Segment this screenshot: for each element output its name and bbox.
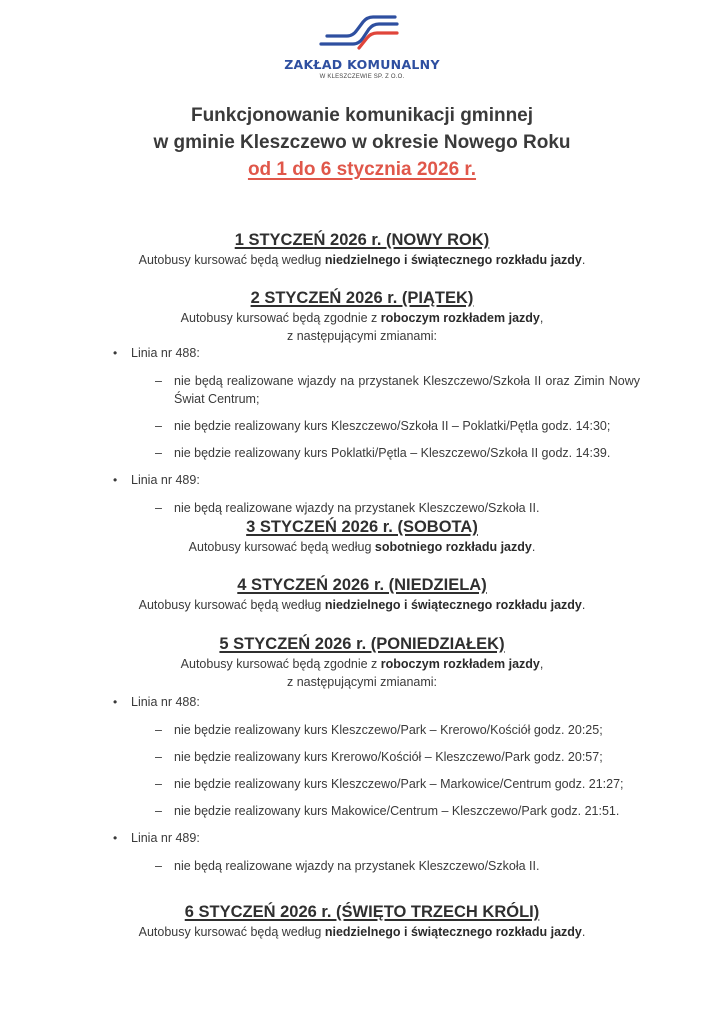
change-text: nie będą realizowane wjazdy na przystanek Kleszczewo/Szkoła II. xyxy=(174,859,540,873)
day-description-line-2: z następującymi zmianami: xyxy=(286,675,438,689)
desc-schedule-type: roboczym rozkładem jazdy xyxy=(380,657,540,671)
day-5-line-changes xyxy=(0,693,724,884)
dash-icon: – xyxy=(155,804,162,818)
desc-text: Autobusy kursować będą według xyxy=(188,540,375,554)
desc-schedule-type: sobotniego rozkładu jazdy xyxy=(374,540,532,554)
desc-punct: , xyxy=(539,657,544,671)
change-text: nie będą realizowane wjazdy na przystanek Kleszczewo/Szkoła II. xyxy=(174,501,540,515)
desc-text: Autobusy kursować będą zgodnie z xyxy=(180,311,381,325)
day-heading: 3 STYCZEŃ 2026 r. (SOBOTA) xyxy=(246,518,478,536)
change-text: nie będzie realizowany kurs Kleszczewo/Park – Krerowo/Kościół godz. 20:25; xyxy=(174,723,603,737)
change-item xyxy=(0,802,724,820)
change-item xyxy=(0,417,724,435)
desc-punct: . xyxy=(581,598,586,612)
line-label: Linia nr 489: xyxy=(131,473,200,487)
change-item xyxy=(0,775,724,793)
title-line-2: w gminie Kleszczewo w okresie Nowego Roku xyxy=(153,132,571,153)
bullet-icon: • xyxy=(113,346,118,360)
change-item xyxy=(0,499,724,517)
desc-schedule-type: niedzielnego i świątecznego rozkładu jazdy xyxy=(324,598,582,612)
company-subtitle: W KLESZCZEWIE SP. Z O.O. xyxy=(319,74,405,80)
dash-icon: – xyxy=(155,501,162,515)
dash-icon: – xyxy=(155,859,162,873)
desc-text: Autobusy kursować będą zgodnie z xyxy=(180,657,381,671)
desc-schedule-type: niedzielnego i świątecznego rozkładu jazdy xyxy=(324,925,582,939)
bullet-icon: • xyxy=(113,695,118,709)
desc-punct: . xyxy=(581,253,586,267)
line-label: Linia nr 488: xyxy=(131,695,200,709)
day-heading: 5 STYCZEŃ 2026 r. (PONIEDZIAŁEK) xyxy=(219,635,505,653)
dash-icon: – xyxy=(155,723,162,737)
desc-text: Autobusy kursować będą według xyxy=(138,925,325,939)
desc-schedule-type: roboczym rozkładem jazdy xyxy=(380,311,540,325)
change-text: nie będzie realizowany kurs Kleszczewo/Szkoła II – Poklatki/Pętla godz. 14:30; xyxy=(174,419,611,433)
day-section-jan-5 xyxy=(0,633,724,691)
day-section-jan-3 xyxy=(0,516,724,556)
desc-text: Autobusy kursować będą według xyxy=(138,253,325,267)
desc-punct: . xyxy=(531,540,536,554)
company-name: ZAKŁAD KOMUNALNY xyxy=(284,57,440,72)
day-section-jan-1 xyxy=(0,229,724,269)
line-489 xyxy=(0,471,724,489)
title-date-range: od 1 do 6 stycznia 2026 r. xyxy=(247,159,477,180)
day-description xyxy=(0,655,724,673)
desc-punct: . xyxy=(581,925,586,939)
day-section-jan-4 xyxy=(0,574,724,614)
change-item xyxy=(0,444,724,462)
change-item xyxy=(0,748,724,766)
change-text: nie będzie realizowany kurs Krerowo/Kościół – Kleszczewo/Park godz. 20:57; xyxy=(174,750,603,764)
change-text: nie będzie realizowany kurs Poklatki/Pętla – Kleszczewo/Szkoła II godz. 14:39. xyxy=(174,446,611,460)
day-description-line-2: z następującymi zmianami: xyxy=(286,329,438,343)
day-section-jan-2 xyxy=(0,287,724,345)
desc-punct: , xyxy=(539,311,544,325)
change-item xyxy=(0,721,724,739)
title-line-1: Funkcjonowanie komunikacji gminnej xyxy=(190,105,534,126)
day-description xyxy=(0,251,724,269)
day-heading: 1 STYCZEŃ 2026 r. (NOWY ROK) xyxy=(234,231,490,249)
dash-icon: – xyxy=(155,777,162,791)
day-heading: 4 STYCZEŃ 2026 r. (NIEDZIELA) xyxy=(237,576,487,594)
day-section-jan-6 xyxy=(0,901,724,941)
day-heading: 2 STYCZEŃ 2026 r. (PIĄTEK) xyxy=(250,289,474,307)
logo-stripes-icon xyxy=(317,14,407,54)
day-description xyxy=(0,923,724,941)
day-2-line-changes xyxy=(0,344,724,526)
line-label: Linia nr 489: xyxy=(131,831,200,845)
line-488 xyxy=(0,693,724,711)
line-488 xyxy=(0,344,724,362)
bullet-icon: • xyxy=(113,831,118,845)
line-label: Linia nr 488: xyxy=(131,346,200,360)
day-heading: 6 STYCZEŃ 2026 r. (ŚWIĘTO TRZECH KRÓLI) xyxy=(184,903,540,921)
dash-icon: – xyxy=(155,446,162,460)
company-logo xyxy=(0,14,724,81)
change-item xyxy=(0,372,724,408)
line-489 xyxy=(0,829,724,847)
document-title xyxy=(0,102,724,183)
day-description xyxy=(0,309,724,327)
desc-text: Autobusy kursować będą według xyxy=(138,598,325,612)
dash-icon: – xyxy=(155,750,162,764)
day-description xyxy=(0,596,724,614)
day-description xyxy=(0,538,724,556)
bullet-icon: • xyxy=(113,473,118,487)
change-item xyxy=(0,857,724,875)
dash-icon: – xyxy=(155,374,162,388)
dash-icon: – xyxy=(155,419,162,433)
change-text: nie będzie realizowany kurs Kleszczewo/Park – Markowice/Centrum godz. 21:27; xyxy=(174,777,624,791)
change-text: nie będzie realizowany kurs Makowice/Centrum – Kleszczewo/Park godz. 21:51. xyxy=(174,804,620,818)
desc-schedule-type: niedzielnego i świątecznego rozkładu jazdy xyxy=(324,253,582,267)
change-text: nie będą realizowane wjazdy na przystanek Kleszczewo/Szkoła II oraz Zimin Nowy Świat Centrum; xyxy=(174,374,640,406)
